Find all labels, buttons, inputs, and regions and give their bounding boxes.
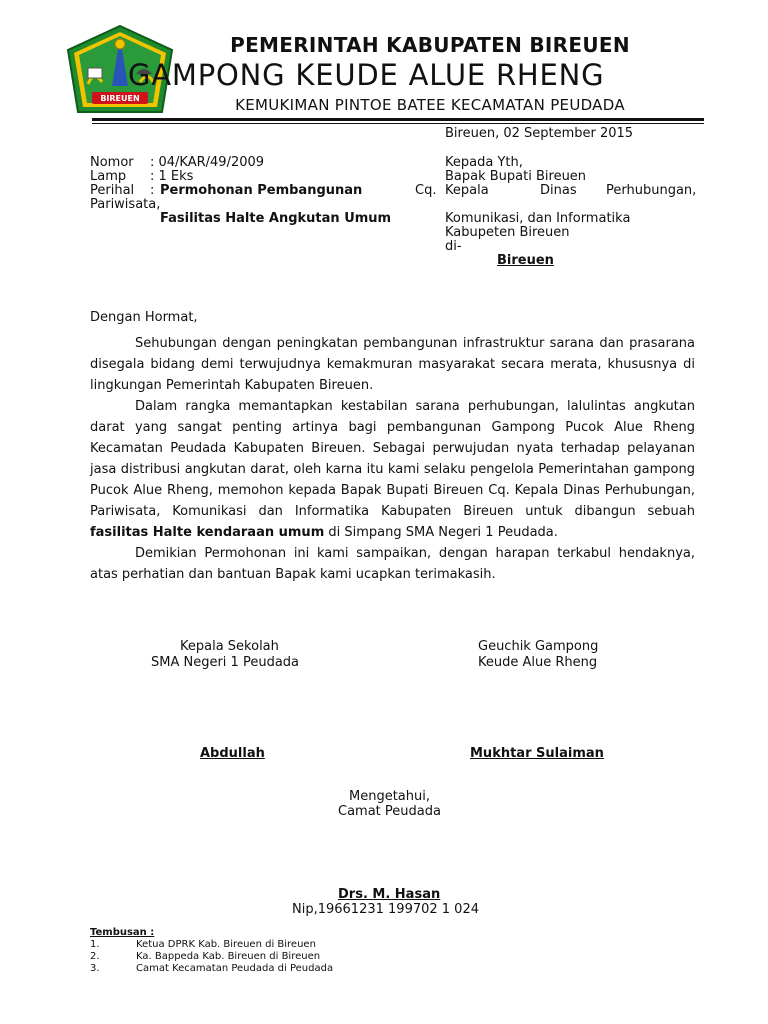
- recipient-di: di-: [445, 239, 462, 254]
- recipient-kepala: Kepala: [445, 183, 489, 198]
- body-paragraph-2-end: di Simpang SMA Negeri 1 Peudada.: [324, 525, 558, 540]
- recipient-greeting: Kepada Yth,: [445, 155, 523, 170]
- perihal-value: Permohonan Pembangunan: [160, 183, 363, 198]
- center-signatory-title: Camat Peudada: [338, 804, 441, 819]
- center-signatory-nip: Nip,19661231 199702 1 024: [292, 902, 479, 917]
- tembusan-item-number: 3.: [90, 963, 100, 974]
- body-paragraph-3: Demikian Permohonan ini kami sampaikan, dengan harapan terkabul hendaknya, atas perhatian dan bantuan Bapak kami ucapkan terimakasih.: [90, 546, 695, 582]
- tembusan-label: Tembusan :: [90, 927, 155, 938]
- nomor-label: Nomor: [90, 155, 134, 170]
- left-signatory-title: Kepala Sekolah: [180, 639, 279, 654]
- village-title: GAMPONG KEUDE ALUE RHENG: [128, 58, 605, 92]
- right-signatory-title: Geuchik Gampong: [478, 639, 599, 654]
- letter-body: [90, 333, 695, 585]
- perihal-colon: :: [150, 183, 155, 198]
- recipient-cq: Cq.: [415, 183, 437, 198]
- lamp-label: Lamp: [90, 169, 127, 184]
- tembusan-item: Ka. Bappeda Kab. Bireuen di Bireuen: [136, 951, 321, 962]
- letterhead-rule-thin: [92, 123, 704, 124]
- tembusan-item: Camat Kecamatan Peudada di Peudada: [136, 963, 334, 974]
- recipient-bupati: Bapak Bupati Bireuen: [445, 169, 587, 184]
- salutation: Dengan Hormat,: [90, 310, 198, 325]
- nomor-value: : 04/KAR/49/2009: [150, 155, 265, 170]
- district-subtitle: KEMUKIMAN PINTOE BATEE KECAMATAN PEUDADA: [235, 96, 625, 114]
- letter-date: Bireuen, 02 September 2015: [445, 126, 634, 141]
- perihal-value-2: Fasilitas Halte Angkutan Umum: [160, 211, 392, 226]
- body-paragraph-1: Sehubungan dengan peningkatan pembangunan infrastruktur sarana dan prasarana disegala bidang demi terwujudnya kemakmuran masyarakat secara merata, khususnya di lingkungan Pemerintah Kabupaten Bireuen.: [90, 336, 695, 393]
- recipient-city: Bireuen: [497, 253, 554, 268]
- body-paragraph-2-text: Dalam rangka memantapkan kestabilan sarana perhubungan, lalulintas angkutan darat yang sangat penting artinya bagi pembangunan Gampong Pucok Alue Rheng Kecamatan Peudada Kabupaten Bireuen. Sebagai perwujudan nyata terhadap pelayanan jasa distribusi angkutan darat, oleh karna itu kami selaku pengelola Pemerintahan gampong Pucok Alue Rheng, memohon kepada Bapak Bupati Bireuen Cq. Kepala Dinas Perhubungan, Pariwisata, Komunikasi dan Informatika Kabupaten Bireuen untuk dibangun sebuah: [90, 399, 695, 519]
- body-paragraph-2: [90, 396, 695, 543]
- tembusan-item-number: 1.: [90, 939, 100, 950]
- recipient-dinas: Dinas: [540, 183, 577, 198]
- government-title: PEMERINTAH KABUPATEN BIREUEN: [230, 33, 630, 57]
- recipient-pariwisata: Pariwisata,: [90, 197, 161, 212]
- tembusan-item: Ketua DPRK Kab. Bireuen di Bireuen: [136, 939, 316, 950]
- right-signatory-institution: Keude Alue Rheng: [478, 655, 598, 670]
- center-signatory-label: Mengetahui,: [349, 789, 430, 804]
- body-paragraph-2-highlight: fasilitas Halte kendaraan umum: [90, 525, 325, 540]
- perihal-label: Perihal: [90, 183, 135, 198]
- recipient-kabupaten: Kabupeten Bireuen: [445, 225, 570, 240]
- lamp-value: : 1 Eks: [150, 169, 194, 184]
- center-signatory-name: Drs. M. Hasan: [338, 887, 441, 902]
- logo-caption: BIREUEN: [100, 94, 140, 103]
- recipient-perhubungan: Perhubungan,: [606, 183, 697, 198]
- letterhead-rule-thick: [92, 118, 704, 121]
- recipient-komunikasi: Komunikasi, dan Informatika: [445, 211, 631, 226]
- left-signatory-name: Abdullah: [200, 746, 265, 761]
- right-signatory-name: Mukhtar Sulaiman: [470, 746, 604, 761]
- left-signatory-institution: SMA Negeri 1 Peudada: [151, 655, 300, 670]
- tembusan-item-number: 2.: [90, 951, 100, 962]
